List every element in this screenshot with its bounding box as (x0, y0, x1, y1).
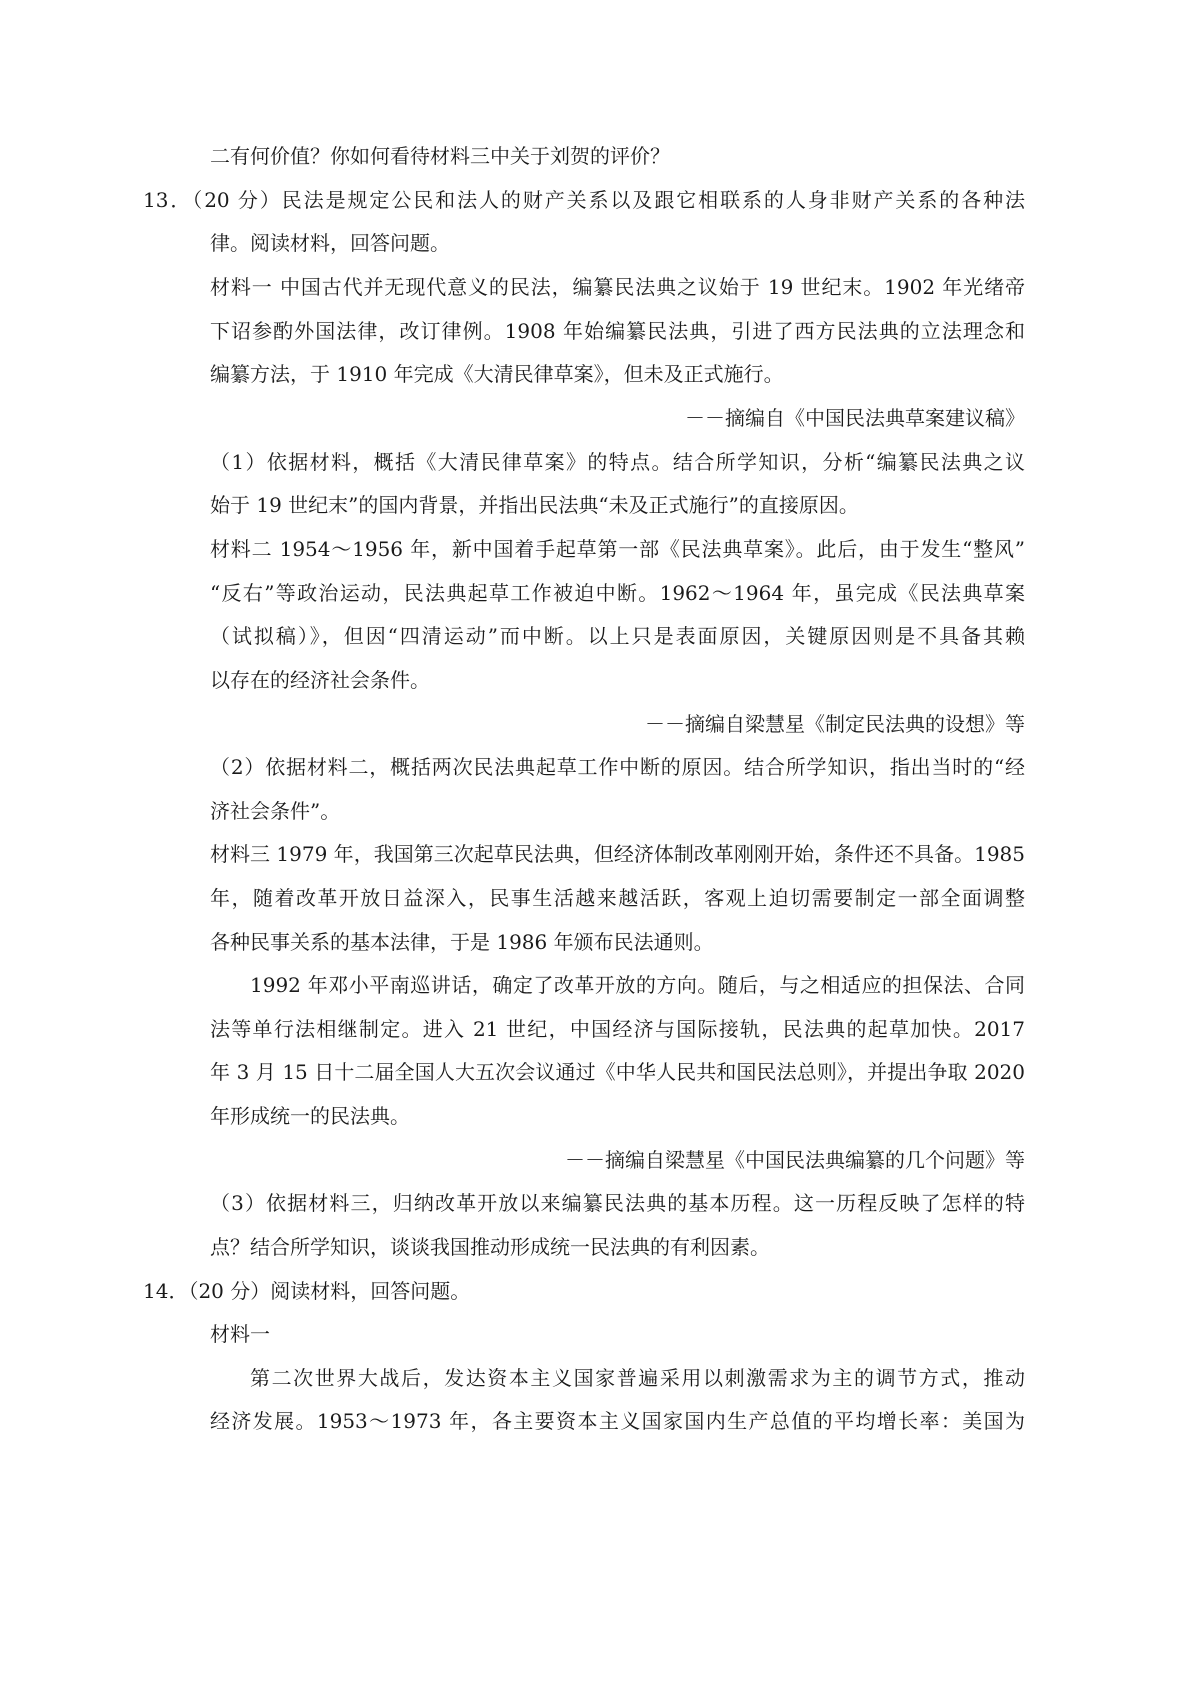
sub-question-3: 点？结合所学知识，谈谈我国推动形成统一民法典的有利因素。 (210, 1235, 770, 1259)
question-14-heading: 14．（20 分）阅读材料，回答问题。 (143, 1279, 471, 1303)
question-13-heading: 13．（20 分）民法是规定公民和法人的财产关系以及跟它相联系的人身非财产关系的各种法 (143, 188, 1025, 212)
material-3-text: 各种民事关系的基本法律，于是 1986 年颁布民法通则。 (210, 930, 714, 954)
source-citation: －－摘编自梁慧星《制定民法典的设想》等 (645, 712, 1025, 736)
material-3-text: 年，随着改革开放日益深入，民事生活越来越活跃，客观上迫切需要制定一部全面调整 (210, 886, 1025, 910)
text-line: 律。阅读材料，回答问题。 (210, 231, 450, 255)
sub-question-3: （3）依据材料三，归纳改革开放以来编纂民法典的基本历程。这一历程反映了怎样的特 (210, 1191, 1025, 1215)
material-3-text: 年 3 月 15 日十二届全国人大五次会议通过《中华人民共和国民法总则》，并提出争取 2020 (210, 1060, 1025, 1084)
material-text: 第二次世界大战后，发达资本主义国家普遍采用以刺激需求为主的调节方式，推动 (250, 1366, 1025, 1390)
material-2-text: 以存在的经济社会条件。 (210, 668, 430, 692)
material-2-text: （试拟稿）》，但因“四清运动”而中断。以上只是表面原因，关键原因则是不具备其赖 (210, 624, 1025, 648)
material-text: 经济发展。1953～1973 年，各主要资本主义国家国内生产总值的平均增长率：美国为 (210, 1409, 1025, 1433)
material-1-text: 材料一 中国古代并无现代意义的民法，编纂民法典之议始于 19 世纪末。1902 年光绪帝 (210, 275, 1025, 299)
sub-question-2: 济社会条件”。 (210, 799, 341, 823)
material-label: 材料一 (210, 1322, 270, 1346)
material-3-text: 年形成统一的民法典。 (210, 1104, 410, 1128)
material-3-text: 1992 年邓小平南巡讲话，确定了改革开放的方向。随后，与之相适应的担保法、合同 (250, 973, 1025, 997)
material-1-text: 编纂方法，于 1910 年完成《大清民律草案》，但未及正式施行。 (210, 362, 784, 386)
material-3-text: 材料三 1979 年，我国第三次起草民法典，但经济体制改革刚刚开始，条件还不具备。1985 (210, 842, 1025, 866)
text-line: 二有何价值？你如何看待材料三中关于刘贺的评价？ (210, 144, 670, 168)
material-1-text: 下诏参酌外国法律，改订律例。1908 年始编纂民法典，引进了西方民法典的立法理念和 (210, 319, 1025, 343)
source-citation: －－摘编自《中国民法典草案建议稿》 (685, 406, 1025, 430)
material-2-text: 材料二 1954～1956 年，新中国着手起草第一部《民法典草案》。此后，由于发生“整风” (210, 537, 1025, 561)
sub-question-1: 始于 19 世纪末”的国内背景，并指出民法典“未及正式施行”的直接原因。 (210, 493, 859, 517)
material-2-text: “反右”等政治运动，民法典起草工作被迫中断。1962～1964 年，虽完成《民法典草案 (210, 581, 1025, 605)
sub-question-1: （1）依据材料，概括《大清民律草案》的特点。结合所学知识，分析“编纂民法典之议 (210, 450, 1025, 474)
sub-question-2: （2）依据材料二，概括两次民法典起草工作中断的原因。结合所学知识，指出当时的“经 (210, 755, 1025, 779)
source-citation: －－摘编自梁慧星《中国民法典编纂的几个问题》等 (565, 1148, 1025, 1172)
material-3-text: 法等单行法相继制定。进入 21 世纪，中国经济与国际接轨，民法典的起草加快。2017 (210, 1017, 1025, 1041)
